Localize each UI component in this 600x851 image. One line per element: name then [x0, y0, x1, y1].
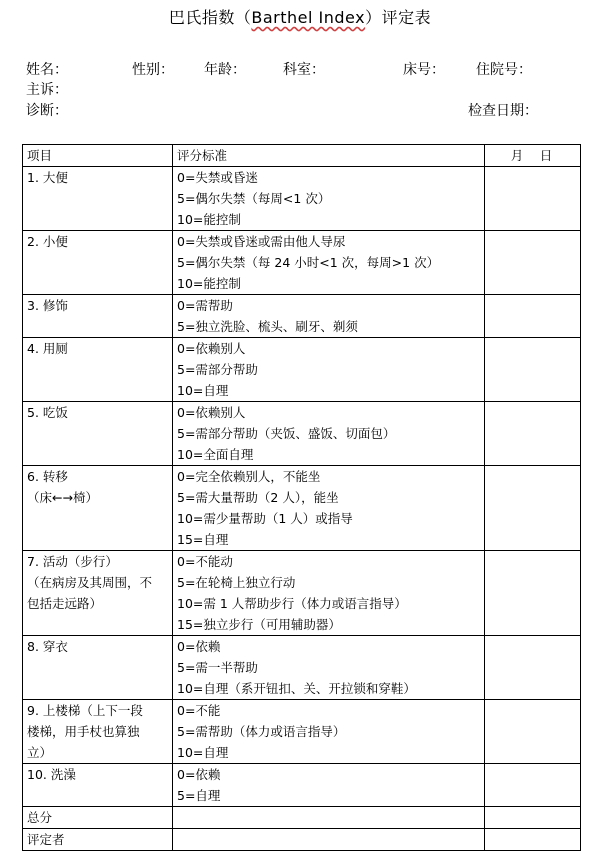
table-row	[23, 295, 581, 338]
title-prefix: 巴氏指数（	[168, 8, 252, 27]
table-header-row	[23, 145, 581, 167]
criteria-line: 0=完全依赖别人，不能坐	[177, 469, 321, 484]
score-date-cell[interactable]	[485, 295, 581, 338]
criteria-cell	[173, 764, 485, 807]
criteria-line: 0=失禁或昏迷或需由他人导尿	[177, 234, 346, 249]
total-score-cell-date[interactable]	[485, 807, 581, 829]
item-label: 楼梯，用手杖也算独	[27, 724, 140, 739]
score-date-cell[interactable]	[485, 636, 581, 700]
criteria-cell	[173, 402, 485, 466]
item-cell	[23, 167, 173, 231]
criteria-line: 10=自理	[177, 745, 229, 760]
item-label: 5. 吃饭	[27, 405, 68, 420]
item-label: 3. 修饰	[27, 298, 68, 313]
header-date: 月 日	[485, 145, 581, 167]
table-row	[23, 551, 581, 636]
form-title	[0, 8, 600, 28]
score-date-cell[interactable]	[485, 167, 581, 231]
item-label: 1. 大便	[27, 170, 68, 185]
score-date-cell[interactable]	[485, 338, 581, 402]
criteria-line: 0=依赖别人	[177, 341, 246, 356]
item-cell	[23, 551, 173, 636]
table-row	[23, 338, 581, 402]
table-row	[23, 700, 581, 764]
admission-no-field-label: 住院号：	[476, 62, 532, 78]
criteria-line: 10=自理（系开钮扣、关、开拉锁和穿鞋）	[177, 681, 416, 696]
criteria-cell	[173, 167, 485, 231]
item-label: （床←→椅）	[27, 490, 98, 505]
score-date-cell[interactable]	[485, 231, 581, 295]
criteria-line: 5=在轮椅上独立行动	[177, 575, 296, 590]
criteria-cell	[173, 295, 485, 338]
criteria-line: 10=自理	[177, 383, 229, 398]
criteria-line: 5=需部分帮助	[177, 362, 258, 377]
criteria-line: 10=全面自理	[177, 447, 254, 462]
criteria-line: 0=依赖别人	[177, 405, 246, 420]
item-cell	[23, 231, 173, 295]
item-label: 7. 活动（步行）	[27, 554, 118, 569]
title-english: Barthel Index	[251, 8, 366, 27]
criteria-cell	[173, 338, 485, 402]
dept-field-label: 科室：	[283, 62, 325, 78]
criteria-line: 5=需帮助（体力或语言指导）	[177, 724, 346, 739]
rater-label: 评定者	[23, 829, 173, 851]
age-field-label: 年龄：	[204, 62, 246, 78]
item-label: 10. 洗澡	[27, 767, 76, 782]
table-row	[23, 167, 581, 231]
criteria-line: 5=偶尔失禁（每 24 小时<1 次，每周>1 次）	[177, 255, 440, 270]
barthel-score-table	[22, 144, 581, 851]
item-cell	[23, 700, 173, 764]
item-cell	[23, 338, 173, 402]
criteria-line: 0=需帮助	[177, 298, 233, 313]
criteria-line: 10=能控制	[177, 276, 241, 291]
criteria-line: 10=需 1 人帮助步行（体力或语言指导）	[177, 596, 407, 611]
rater-cell[interactable]	[173, 829, 485, 851]
item-cell	[23, 295, 173, 338]
criteria-line: 0=依赖	[177, 639, 221, 654]
bed-field-label: 床号：	[403, 62, 445, 78]
total-row	[23, 807, 581, 829]
item-label: （在病房及其周围，不	[27, 575, 153, 590]
criteria-line: 15=独立步行（可用辅助器）	[177, 617, 341, 632]
criteria-line: 5=自理	[177, 788, 221, 803]
criteria-line: 0=失禁或昏迷	[177, 170, 258, 185]
criteria-line: 5=需一半帮助	[177, 660, 258, 675]
header-criteria: 评分标准	[173, 145, 485, 167]
score-date-cell[interactable]	[485, 700, 581, 764]
criteria-line: 15=自理	[177, 532, 229, 547]
total-score-cell[interactable]	[173, 807, 485, 829]
criteria-line: 10=需少量帮助（1 人）或指导	[177, 511, 353, 526]
item-label: 4. 用厕	[27, 341, 68, 356]
score-date-cell[interactable]	[485, 402, 581, 466]
criteria-line: 0=不能	[177, 703, 221, 718]
item-cell	[23, 636, 173, 700]
criteria-line: 0=依赖	[177, 767, 221, 782]
item-cell	[23, 466, 173, 551]
criteria-line: 0=不能动	[177, 554, 233, 569]
sex-field-label: 性别：	[132, 62, 174, 78]
table-row	[23, 466, 581, 551]
item-label: 2. 小便	[27, 234, 68, 249]
exam-date-field-label: 检查日期：	[468, 103, 538, 119]
criteria-cell	[173, 466, 485, 551]
score-date-cell[interactable]	[485, 551, 581, 636]
rater-row	[23, 829, 581, 851]
criteria-cell	[173, 700, 485, 764]
item-cell	[23, 764, 173, 807]
total-label: 总分	[23, 807, 173, 829]
header-item: 项目	[23, 145, 173, 167]
criteria-line: 10=能控制	[177, 212, 241, 227]
criteria-cell	[173, 551, 485, 636]
criteria-line: 5=需大量帮助（2 人），能坐	[177, 490, 339, 505]
item-label: 6. 转移	[27, 469, 68, 484]
table-row	[23, 231, 581, 295]
table-row	[23, 636, 581, 700]
item-label: 立）	[27, 745, 53, 760]
criteria-line: 5=需部分帮助（夹饭、盛饭、切面包）	[177, 426, 396, 441]
criteria-cell	[173, 636, 485, 700]
item-cell	[23, 402, 173, 466]
table-row	[23, 764, 581, 807]
diagnosis-field-label: 诊断：	[26, 103, 68, 119]
score-date-cell[interactable]	[485, 466, 581, 551]
score-date-cell[interactable]	[485, 764, 581, 807]
item-label: 8. 穿衣	[27, 639, 68, 654]
criteria-cell	[173, 231, 485, 295]
name-field-label: 姓名：	[26, 62, 68, 78]
complaint-field-label: 主诉：	[26, 82, 68, 98]
title-suffix: ）评定表	[365, 8, 432, 27]
table-row	[23, 402, 581, 466]
rater-cell-date[interactable]	[485, 829, 581, 851]
item-label: 包括走远路）	[27, 596, 103, 611]
criteria-line: 5=独立洗脸、梳头、刷牙、剃须	[177, 319, 358, 334]
criteria-line: 5=偶尔失禁（每周<1 次）	[177, 191, 331, 206]
item-label: 9. 上楼梯（上下一段	[27, 703, 143, 718]
